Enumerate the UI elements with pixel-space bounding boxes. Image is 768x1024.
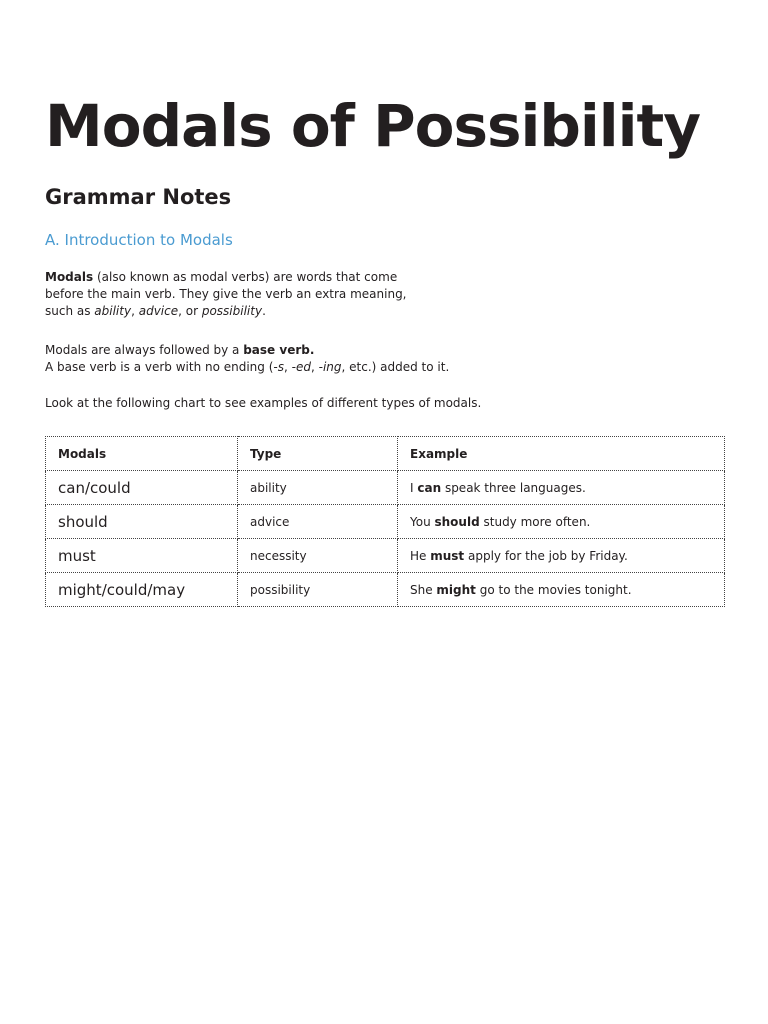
ending-sep-1: ,	[284, 360, 292, 374]
table-row	[46, 573, 725, 607]
intro-advice: advice	[138, 304, 179, 318]
intro-ability: ability	[94, 304, 132, 318]
modal-cell: might/could/may	[46, 573, 238, 607]
table-row	[46, 471, 725, 505]
modal-cell: can/could	[46, 471, 238, 505]
ending-ed: -ed	[291, 360, 311, 374]
example-before: He	[410, 548, 431, 563]
modals-table	[45, 436, 725, 607]
intro-line-1-rest: (also known as modal verbs) are words that come	[93, 270, 398, 284]
page-subtitle: Grammar Notes	[45, 185, 232, 209]
example-modal-bold: must	[430, 548, 465, 563]
ending-ing: -ing	[318, 360, 342, 374]
example-cell	[398, 471, 725, 505]
example-after: apply for the job by Friday.	[464, 548, 628, 563]
base-verb-line-2	[45, 359, 449, 376]
page-title: Modals of Possibility	[45, 92, 701, 160]
type-cell: ability	[238, 471, 398, 505]
intro-term: Modals	[45, 270, 94, 284]
example-after: speak three languages.	[441, 480, 586, 495]
example-before: She	[410, 582, 437, 597]
type-cell: advice	[238, 505, 398, 539]
header-type: Type	[238, 437, 398, 471]
example-before: You	[410, 514, 435, 529]
base-verb-line-1-prefix: Modals are always followed by a	[45, 343, 244, 357]
example-before: I	[410, 480, 418, 495]
section-heading: A. Introduction to Modals	[45, 231, 233, 249]
intro-possibility: possibility	[201, 304, 263, 318]
example-after: go to the movies tonight.	[475, 582, 632, 597]
base-verb-paragraph	[45, 342, 449, 376]
header-example: Example	[398, 437, 725, 471]
intro-comma-1: ,	[131, 304, 139, 318]
example-modal-bold: can	[417, 480, 442, 495]
table-row	[46, 505, 725, 539]
intro-line-2: before the main verb. They give the verb an extra meaning,	[45, 287, 407, 301]
intro-line-1	[45, 269, 407, 286]
type-cell: necessity	[238, 539, 398, 573]
example-cell	[398, 505, 725, 539]
table-row	[46, 539, 725, 573]
intro-period: .	[262, 304, 266, 318]
intro-or-text: , or	[178, 304, 202, 318]
example-cell	[398, 573, 725, 607]
example-modal-bold: should	[434, 514, 480, 529]
base-verb-line-2-prefix: A base verb is a verb with no ending (	[45, 360, 274, 374]
example-after: study more often.	[479, 514, 591, 529]
modal-cell: must	[46, 539, 238, 573]
intro-line-3	[45, 303, 407, 320]
intro-paragraph	[45, 269, 407, 320]
base-verb-line-1	[45, 342, 449, 359]
type-cell: possibility	[238, 573, 398, 607]
header-modals: Modals	[46, 437, 238, 471]
intro-line-3-prefix: such as	[45, 304, 95, 318]
base-verb-line-2-suffix: , etc.) added to it.	[341, 360, 450, 374]
modal-cell: should	[46, 505, 238, 539]
table-header-row	[46, 437, 725, 471]
example-modal-bold: might	[436, 582, 476, 597]
example-cell	[398, 539, 725, 573]
ending-sep-2: ,	[310, 360, 319, 374]
ending-s: -s	[273, 360, 284, 374]
chart-intro: Look at the following chart to see examples of different types of modals.	[45, 396, 482, 410]
base-verb-bold: base verb.	[243, 343, 315, 357]
